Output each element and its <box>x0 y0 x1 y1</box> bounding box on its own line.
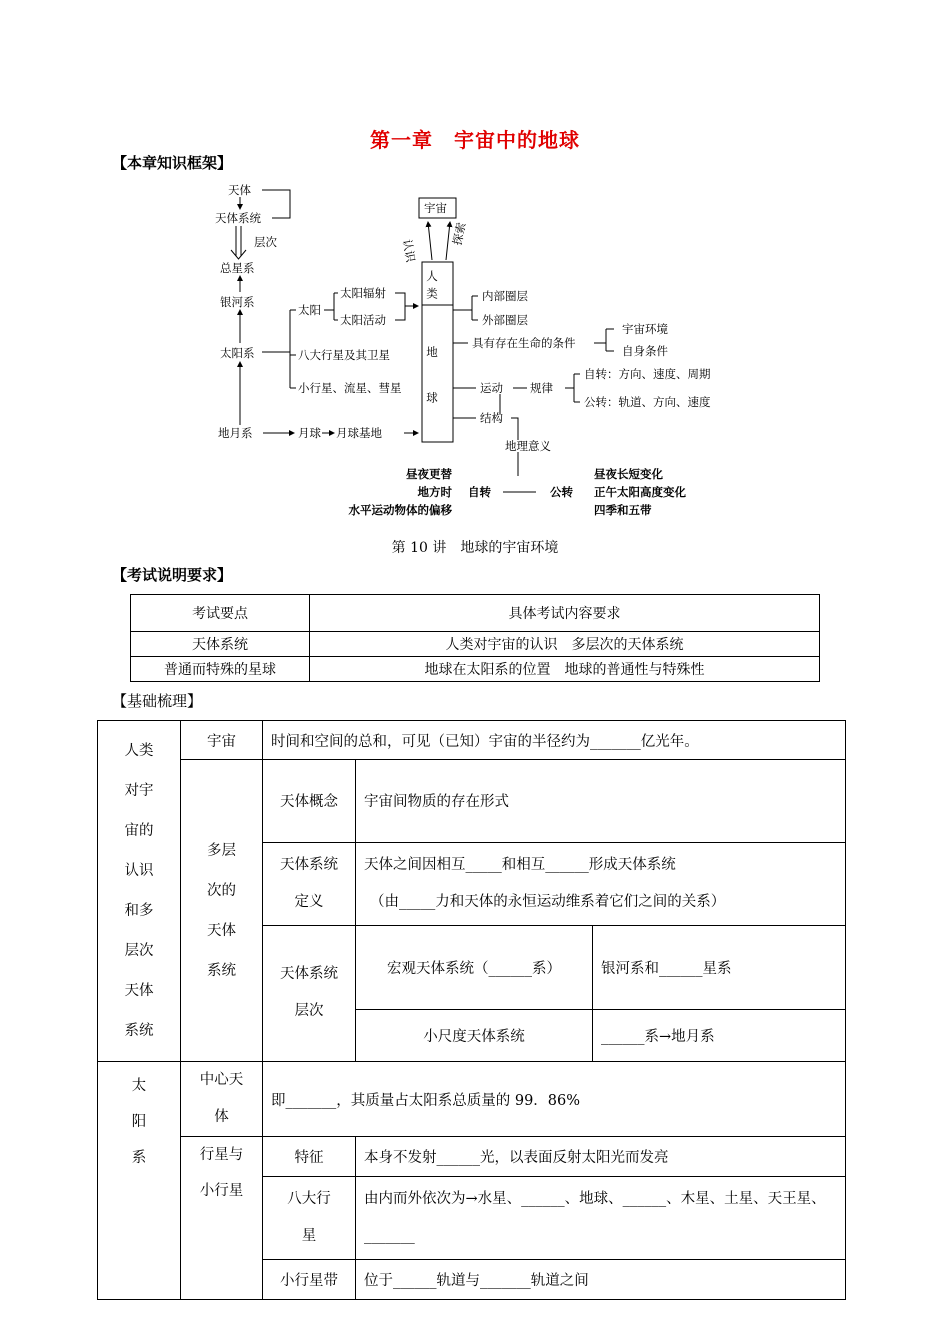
row-label-duoceng: 多层次的天体系统 <box>181 760 263 1062</box>
cell-hongguan: 宏观天体系统（______系） <box>356 925 593 1010</box>
dingyi-line-2: （由_____力和天体的永恒运动维系着它们之间的关系） <box>370 893 726 910</box>
node-tianti-xitong: 天体系统 <box>215 211 261 225</box>
node-jiegou: 结构 <box>480 411 503 425</box>
node-renlei: 人类 <box>425 270 439 305</box>
basics-heading: 【基础梳理】 <box>112 692 203 710</box>
table-cell: 人类对宇宙的认识 多层次的天体系统 <box>310 632 820 657</box>
table-row <box>131 632 820 657</box>
knowledge-framework-diagram <box>0 170 950 525</box>
cell-xiaochidu-right: ______系→地月系 <box>593 1010 846 1062</box>
node-neibu: 内部圈层 <box>482 289 528 303</box>
node-taiyang: 太阳 <box>298 303 321 317</box>
node-pianyi: 水平运动物体的偏移 <box>348 503 452 517</box>
node-yueqiu: 月球 <box>298 426 321 440</box>
node-difangshi: 地方时 <box>417 485 452 499</box>
row-text-yuzhou: 时间和空间的总和，可见（已知）宇宙的半径约为_______亿光年。 <box>263 721 846 760</box>
table-header-cell: 具体考试内容要求 <box>310 595 820 632</box>
table-row <box>98 1137 846 1177</box>
node-waibu: 外部圈层 <box>482 313 528 327</box>
table-cell: 地球在太阳系的位置 地球的普通性与特殊性 <box>310 657 820 682</box>
row-label-yuzhou: 宇宙 <box>181 721 263 760</box>
node-dili-yiyi: 地理意义 <box>505 439 551 453</box>
row-label-dingyi: 天体系统定义 <box>263 842 356 925</box>
row-text-tezheng: 本身不发射______光，以表面反射太阳光而发亮 <box>356 1137 846 1177</box>
node-zongxingxi: 总星系 <box>220 261 255 275</box>
cell-hongguan-right: 银河系和______星系 <box>593 925 846 1010</box>
table-header-cell: 考试要点 <box>131 595 310 632</box>
row-label-tezheng: 特征 <box>263 1137 356 1177</box>
row-label-xingxing: 行星与小行星 <box>181 1137 263 1300</box>
node-taiyangxi: 太阳系 <box>220 346 255 360</box>
node-zizhuan-line: 自转：方向、速度、周期 <box>584 367 711 381</box>
row-text-gainian: 宇宙间物质的存在形式 <box>356 760 846 843</box>
dingyi-line-1: 天体之间因相互_____和相互______形成天体系统 <box>364 856 676 873</box>
framework-heading: 【本章知识框架】 <box>112 154 233 172</box>
table-row <box>98 760 846 843</box>
table-cell: 天体系统 <box>131 632 310 657</box>
node-diqiu: 地球 <box>425 346 439 437</box>
cell-xiaochidu: 小尺度天体系统 <box>356 1010 593 1062</box>
group-label-universe: 人类对宇宙的认识和多层次天体系统 <box>98 721 181 1062</box>
node-gongzhuan: 公转 <box>550 485 573 499</box>
node-yinhexi: 银河系 <box>220 295 255 309</box>
node-taiyang-fushe: 太阳辐射 <box>340 286 386 300</box>
node-tianti: 天体 <box>228 183 251 197</box>
group-label-solar: 太阳系 <box>98 1062 181 1300</box>
node-taiyang-huodong: 太阳活动 <box>340 313 386 327</box>
row-label-bada: 八大行星 <box>263 1177 356 1260</box>
table-row <box>131 657 820 682</box>
node-zhengwu: 正午太阳高度变化 <box>594 485 686 499</box>
row-label-xiaodai: 小行星带 <box>263 1260 356 1300</box>
lecture-title: 第 10 讲 地球的宇宙环境 <box>391 540 559 556</box>
node-xiaoxingxing: 小行星、流星、彗星 <box>298 381 402 395</box>
node-zishen: 自身条件 <box>622 344 668 358</box>
edge-label-tansuo: 探索 <box>449 221 469 247</box>
node-cengci: 层次 <box>254 235 277 249</box>
row-text-dingyi <box>356 842 846 925</box>
row-text-bada: 由内而外依次为→水星、______、地球、______、木星、土星、天王星、_______ <box>356 1177 846 1260</box>
node-yundong: 运动 <box>480 381 503 395</box>
node-diyuexi: 地月系 <box>218 426 253 440</box>
table-row <box>98 721 846 760</box>
node-gongzhuan-line: 公转：轨道、方向、速度 <box>584 395 711 409</box>
row-label-zhongxin: 中心天体 <box>181 1062 263 1137</box>
row-label-gainian: 天体概念 <box>263 760 356 843</box>
row-text-zhongxin: 即_______，其质量占太阳系总质量的 99．86% <box>263 1062 846 1137</box>
node-zhouye-changduan: 昼夜长短变化 <box>594 467 663 481</box>
node-zizhuan: 自转 <box>468 485 491 499</box>
row-label-cengci: 天体系统层次 <box>263 925 356 1062</box>
node-shengming: 具有存在生命的条件 <box>472 336 576 350</box>
node-siji: 四季和五带 <box>594 503 652 517</box>
node-zhouye-gengti: 昼夜更替 <box>406 467 452 481</box>
edge-label-renshi: 认识 <box>400 238 418 264</box>
exam-heading: 【考试说明要求】 <box>112 566 233 584</box>
row-text-xiaodai: 位于______轨道与_______轨道之间 <box>356 1260 846 1300</box>
table-cell: 普通而特殊的星球 <box>131 657 310 682</box>
exam-requirements-table <box>130 594 820 682</box>
node-bada-xingxing: 八大行星及其卫星 <box>298 348 390 362</box>
basics-table <box>97 720 846 1300</box>
node-yueqiu-jidi: 月球基地 <box>336 426 382 440</box>
node-yuzhou-huanjing: 宇宙环境 <box>622 322 668 336</box>
node-guilv: 规律 <box>530 381 553 395</box>
table-header-row <box>131 595 820 632</box>
node-yuzhou: 宇宙 <box>424 201 447 215</box>
chapter-title: 第一章 宇宙中的地球 <box>370 128 580 152</box>
table-row <box>98 1062 846 1137</box>
